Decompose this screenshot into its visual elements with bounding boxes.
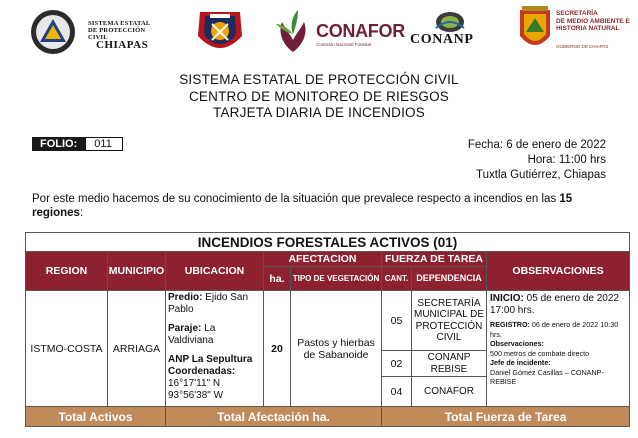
title-line-1: SISTEMA ESTATAL DE PROTECCIÓN CIVIL: [179, 72, 459, 87]
cell-dependencia-3: CONAFOR: [412, 377, 487, 407]
header-ha: ha.: [264, 267, 291, 291]
cell-ubicacion: [166, 291, 264, 407]
conanp-logo: [410, 10, 502, 58]
conafor-logo: [272, 4, 405, 60]
date-text: Fecha: 6 de enero de 2022: [467, 139, 606, 151]
cell-ha: 20: [264, 291, 291, 407]
intro-paragraph: [32, 192, 592, 220]
semahn-small-text: GOBIERNO DE CHIAPAS: [556, 44, 609, 49]
obs-inicio: INICIO: 05 de enero de 2022 17:00 hrs.: [490, 293, 619, 316]
totals-row: [26, 407, 630, 427]
total-activos: Total Activos: [26, 407, 166, 427]
incendios-table: [25, 232, 630, 427]
conafor-tree-icon: [272, 4, 314, 56]
proteccion-civil-shield-icon: [30, 8, 76, 56]
header-tipo-vegetacion: TIPO DE VEGETACIÓN: [291, 267, 382, 291]
conanp-wordmark: CONANP: [410, 32, 474, 47]
pc-logo-state: CHIAPAS: [96, 39, 149, 51]
header-row-1: [26, 252, 630, 267]
semahn-text: SECRETARÍA DE MEDIO AMBIENTE E HISTORIA NATURAL: [556, 10, 630, 32]
semahn-logo: [516, 4, 638, 60]
predio: Predio: Ejido San Pablo: [168, 292, 249, 315]
title-line-3: TARJETA DIARIA DE INCENDIOS: [213, 105, 425, 120]
title-line-2: CENTRO DE MONITOREO DE RIESGOS: [188, 88, 450, 104]
paraje: Paraje: La Valdiviana: [168, 323, 216, 346]
cell-municipio: ARRIAGA: [108, 291, 166, 407]
header-ubicacion: UBICACION: [166, 252, 264, 291]
obs-observaciones: Observaciones: 500 metros de combate directo: [490, 339, 590, 358]
header-dependencia: DEPENDENCIA: [412, 267, 487, 291]
pc-logo-line1: SISTEMA ESTATAL DE PROTECCIÓN CIVIL: [88, 20, 151, 41]
folio-box: [32, 137, 123, 151]
intro-colon: :: [79, 207, 84, 219]
total-afectacion: Total Afectación ha.: [166, 407, 382, 427]
cell-cant-3: 04: [382, 377, 412, 407]
cell-cant-2: 02: [382, 351, 412, 377]
anp-coordinates: ANP La Sepultura Coordenadas: 16°17'11" N 93°56'38" W: [168, 354, 253, 401]
time-text: Hora: 11:00 hrs: [527, 154, 606, 166]
obs-registro: REGISTRO: 06 de enero de 2022 10:30 hrs.: [490, 320, 619, 339]
chiapas-coat-of-arms-icon: [516, 4, 554, 56]
header-municipio: MUNICIPIO: [108, 252, 166, 291]
date-block: [468, 138, 606, 183]
conafor-subtitle: Comisión Nacional Forestal: [316, 42, 372, 47]
bomberos-logo: [192, 6, 248, 62]
folio-label: FOLIO:: [32, 137, 85, 151]
conafor-wordmark: CONAFOR: [316, 21, 405, 41]
obs-jefe: Jefe de incidente: Daniel Gómez Casillas – CONANP-REBISE: [490, 358, 604, 386]
total-fuerza: Total Fuerza de Tarea: [382, 407, 630, 427]
header-region: REGION: [26, 252, 108, 291]
conanp-emblem-icon: [410, 10, 502, 34]
place-text: Tuxtla Gutiérrez, Chiapas: [476, 169, 606, 181]
intro-text: Por este medio hacemos de su conocimiento de la situación que prevalece respecto a incendios en las: [32, 193, 560, 205]
cell-dependencia-1: SECRETARÍA MUNICIPAL DE PROTECCIÓN CIVIL: [412, 291, 487, 351]
table-title-row: [26, 233, 630, 252]
table-title: INCENDIOS FORESTALES ACTIVOS (01): [26, 233, 630, 252]
header-fuerza-tarea: FUERZA DE TAREA: [382, 252, 487, 267]
folio-value: 011: [85, 137, 123, 151]
proteccion-civil-logo: [30, 6, 160, 58]
logo-bar: [0, 0, 638, 66]
table-row: [26, 291, 630, 351]
header-afectacion: AFECTACION: [264, 252, 382, 267]
header-observaciones: OBSERVACIONES: [487, 252, 630, 291]
bomberos-badge-icon: [192, 6, 248, 62]
document-titles: [0, 72, 638, 122]
intro-count: 15: [559, 193, 573, 205]
cell-vegetacion: Pastos y hierbas de Sabanoide: [291, 291, 382, 407]
header-cant: CANT.: [382, 267, 412, 291]
cell-cant-1: 05: [382, 291, 412, 351]
cell-dependencia-2: CONANP REBISE: [412, 351, 487, 377]
cell-region: ISTMO-COSTA: [26, 291, 108, 407]
intro-suffix: regiones: [32, 207, 80, 219]
cell-observaciones: [487, 291, 630, 407]
